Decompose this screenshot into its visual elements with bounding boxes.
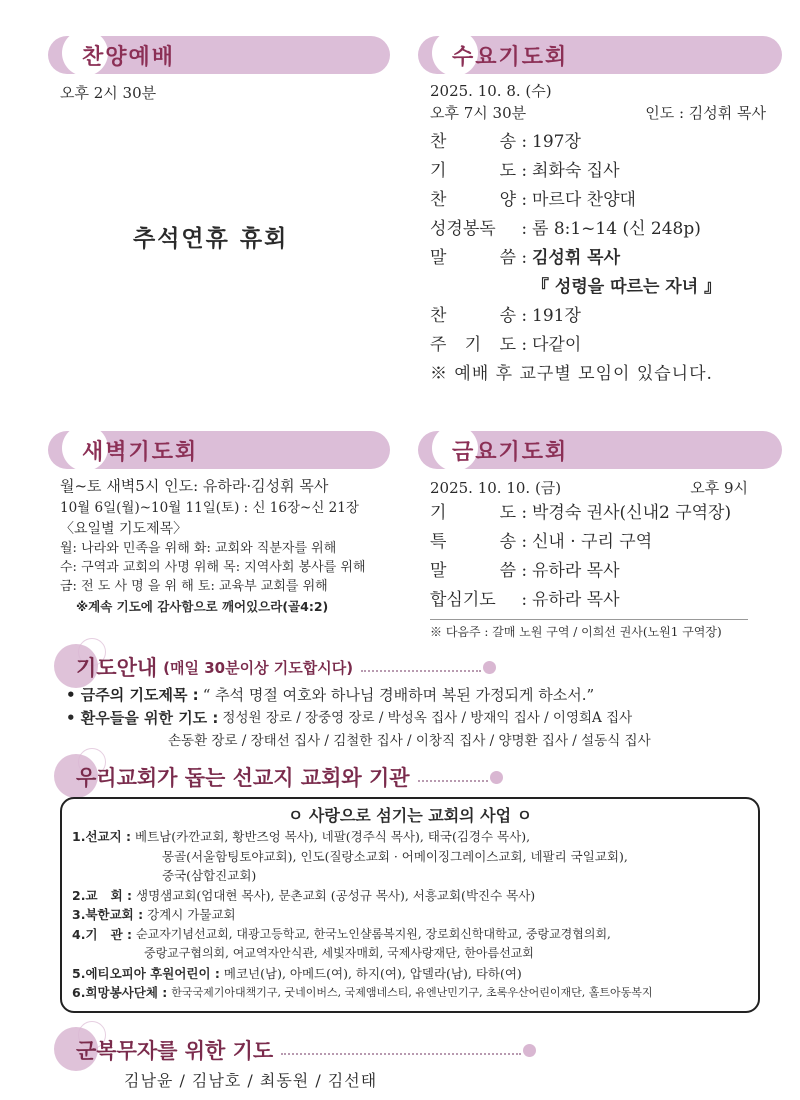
preacher: 김성휘 목사	[532, 248, 621, 268]
time: 오후 7시 30분	[430, 104, 527, 122]
wednesday-prayer-section	[418, 36, 782, 389]
order-row: 성경봉독 : 롬 8:1~14 (신 248p)	[430, 219, 701, 239]
topic-line: 월: 나라와 민족을 위해 화: 교회와 직분자를 위해	[60, 541, 337, 556]
order-row: 합심기도 : 유하라 목사	[430, 590, 620, 610]
section-header-pill	[48, 36, 390, 74]
section-subtitle: (매일 30분이상 기도합시다)	[163, 658, 354, 677]
order-row: 말 씀 : 김성휘 목사	[430, 244, 782, 273]
time: 오후 9시	[690, 479, 748, 497]
military-header	[56, 1035, 536, 1065]
sermon-title: 『 성령을 따르는 자녀 』	[532, 277, 722, 297]
verse: ※계속 기도에 감사함으로 깨어있으라(골4:2)	[76, 599, 329, 614]
prayer-guide-header	[56, 652, 496, 682]
topics-header: 〈요일별 기도제목〉	[60, 521, 188, 537]
schedule-line: 월~토 새벽5시 인도: 유하라·김성휘 목사	[60, 477, 329, 495]
mission-item: 6.희망봉사단체 : 한국국제기아대책기구, 굿네이버스, 국제앰네스티, 유엔난민기구, 초록우산어린이재단, 홀트아동복지	[72, 985, 653, 1000]
dot-end-icon	[523, 1044, 536, 1057]
date: 2025. 10. 8. (수)	[430, 82, 552, 100]
box-title: ㅇ 사랑으로 섬기는 교회의 사업 ㅇ	[287, 806, 533, 825]
mission-item: 4.기 관 : 순교자기념선교회, 대광고등학교, 한국노인샬롬복지원, 장로회신학대학교, 중랑교경협의회,	[72, 926, 611, 942]
leader: 인도 : 김성휘 목사	[645, 104, 766, 122]
order-row: 찬 송 : 197장	[430, 132, 581, 152]
mission-item: 2.교 회 : 생명샘교회(엄대현 목사), 문촌교회 (공성규 목사), 서흥교회(박진수 목사)	[72, 887, 536, 903]
order-row: 기 도 : 박경숙 권사(신내2 구역장)	[430, 503, 732, 523]
praise-service-section	[48, 36, 390, 252]
next-week-note: ※ 다음주 : 갈매 노원 구역 / 이희선 권사(노원1 구역장)	[430, 619, 748, 642]
holiday-notice: 추석연휴 휴회	[133, 226, 289, 252]
section-title: 우리교회가 돕는 선교지 교회와 기관	[76, 766, 410, 790]
section-title: 새벽기도회	[82, 440, 199, 465]
dotted-leader	[418, 772, 488, 782]
mission-item: 1.선교지 : 베트남(카깐교회, 황반즈엉 목사), 네팔(경주식 목사), 태국(김경수 목사),	[72, 829, 531, 844]
dot-end-icon	[490, 771, 503, 784]
dot-end-icon	[483, 661, 496, 674]
mission-item-cont: 중국(삼합진교회)	[162, 868, 257, 883]
patients-prayer-cont: 손동환 장로 / 장태선 집사 / 김철한 집사 / 이창직 집사 / 양명환 집사 / 설동식 집사	[168, 733, 651, 749]
missions-header	[56, 762, 503, 792]
prayer-guide-body	[66, 684, 786, 753]
topic-line: 금: 전 도 사 명 을 위 해 토: 교육부 교회를 위해	[60, 579, 328, 594]
section-header-pill	[418, 431, 782, 469]
order-row: 주 기 도 : 다같이	[430, 335, 582, 355]
dotted-leader	[281, 1045, 521, 1055]
order-row: 기 도 : 최화숙 집사	[430, 161, 620, 181]
dotted-leader	[361, 662, 481, 672]
order-row: 말 씀 : 유하라 목사	[430, 561, 620, 581]
section-title: 군복무자를 위한 기도	[76, 1039, 274, 1063]
military-names: 김남윤 / 김남호 / 최동원 / 김선태	[124, 1071, 378, 1090]
mission-item: 3.북한교회 : 강계시 가물교회	[72, 907, 236, 922]
order-row: 찬 양 : 마르다 찬양대	[430, 190, 636, 210]
section-title: 수요기도회	[452, 45, 569, 70]
order-row: 특 송 : 신내 · 구리 구역	[430, 532, 653, 552]
topic-line: 수: 구역과 교회의 사명 위해 목: 지역사회 봉사를 위해	[60, 560, 366, 575]
date: 2025. 10. 10. (금)	[430, 479, 562, 497]
missions-box	[60, 797, 760, 1013]
mission-item-cont: 몽골(서울함팅토야교회), 인도(질랑소교회 · 어메이징그레이스교회, 네팔리 국일교회),	[162, 848, 628, 864]
dawn-prayer-section	[48, 431, 390, 618]
weekly-topic: • 금주의 기도제목 : “ 추석 명절 여호와 하나님 경배하며 복된 가정되게 하소서.”	[66, 686, 595, 704]
section-title: 금요기도회	[452, 440, 569, 465]
service-time: 오후 2시 30분	[60, 84, 157, 102]
scripture-range: 10월 6일(월)~10월 11일(토) : 신 16장~신 21장	[60, 500, 359, 516]
order-row: 찬 송 : 191장	[430, 306, 581, 326]
patients-prayer: • 환우들을 위한 기도 : 정성원 장로 / 장중영 장로 / 박성옥 집사 / 방재익 집사 / 이영희A 집사	[66, 709, 633, 727]
section-title: 기도안내	[76, 656, 158, 680]
mission-item-cont: 중랑교구협의회, 여교역자안식관, 세빛자매회, 국제사랑재단, 한아름선교회	[144, 946, 534, 960]
mission-item: 5.에티오피아 후원어린이 : 메코넌(남), 아메드(여), 하지(여), 압델라(남), 타하(여)	[72, 965, 522, 981]
note: ※ 예배 후 교구별 모임이 있습니다.	[430, 364, 713, 384]
section-header-pill	[48, 431, 390, 469]
friday-prayer-section	[418, 431, 782, 642]
section-title: 찬양예배	[82, 45, 176, 70]
section-header-pill	[418, 36, 782, 74]
